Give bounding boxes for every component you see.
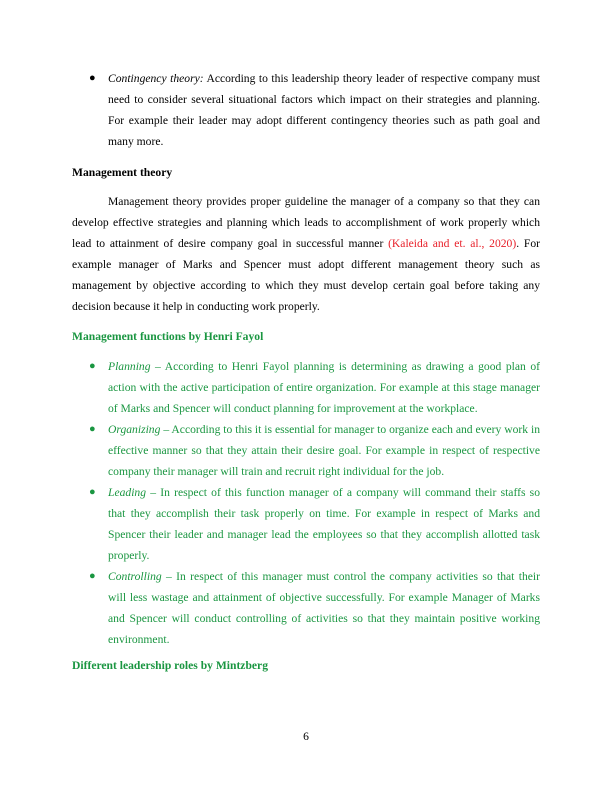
fayol-item-text: – In respect of this manager must control the company activities so that their will less wastage and attainment of objective successfully. For example Manager of Marks and Spencer will conduct controlling of activities so that they maintain positive working environment. — [108, 570, 540, 646]
fayol-item-term: Planning — [108, 360, 151, 373]
bullet-dot-icon: ● — [89, 423, 96, 435]
management-theory-text-before: Management theory provides proper guideline the manager of a company so that they can develop effective strategies and planning which leads to accomplishment of work properly which lead to attainment of desire company goal in successful manner — [72, 195, 540, 250]
fayol-item-planning — [0, 356, 540, 419]
fayol-item-text: – According to this it is essential for manager to organize each and every work in effective manner so that they attain their desire goal. For example in respect of respective company their manager will train and recruit right individual for the job. — [108, 423, 540, 478]
fayol-item-term: Organizing — [108, 423, 161, 436]
bullet-dot-icon: ● — [89, 72, 96, 84]
management-theory-paragraph — [72, 191, 540, 317]
fayol-item-term: Controlling — [108, 570, 162, 583]
fayol-item-text: – In respect of this function manager of a company will command their staffs so that they accomplish their task properly on time. For example in respect of Marks and Spencer their leader and manager lead the employees so that they accomplish allotted task properly. — [108, 486, 540, 562]
contingency-text: According to this leadership theory leader of respective company must need to consider several situational factors which impact on their strategies and planning. For example their leader may adopt different contingency theories such as path goal and many more. — [108, 72, 540, 148]
bullet-dot-icon: ● — [89, 360, 96, 372]
fayol-item-leading — [0, 482, 540, 566]
fayol-item-term: Leading — [108, 486, 147, 499]
citation: (Kaleida and et. al., 2020) — [388, 237, 517, 250]
contingency-bullet — [0, 68, 540, 152]
management-theory-heading: Management theory — [72, 166, 173, 179]
fayol-bullet-list — [0, 356, 540, 650]
bullet-dot-icon: ● — [89, 486, 96, 498]
fayol-heading: Management functions by Henri Fayol — [72, 330, 264, 343]
contingency-term: Contingency theory: — [108, 72, 204, 85]
page-number: 6 — [303, 730, 309, 743]
fayol-item-text: – According to Henri Fayol planning is determining as drawing a good plan of action with the active participation of entire organization. For example at this stage manager of Marks and Spencer will conduct planning for improvement at the workplace. — [108, 360, 540, 415]
bullet-dot-icon: ● — [89, 570, 96, 582]
management-theory-text-after: . For example manager of Marks and Spencer must adopt different management theory such as management by objective according to which they must develop certain goal before taking any decision because it help in conducting work properly. — [72, 237, 540, 313]
fayol-item-organizing — [0, 419, 540, 482]
contingency-bullet-list — [0, 68, 540, 152]
mintzberg-heading: Different leadership roles by Mintzberg — [72, 659, 268, 672]
fayol-item-controlling — [0, 566, 540, 650]
